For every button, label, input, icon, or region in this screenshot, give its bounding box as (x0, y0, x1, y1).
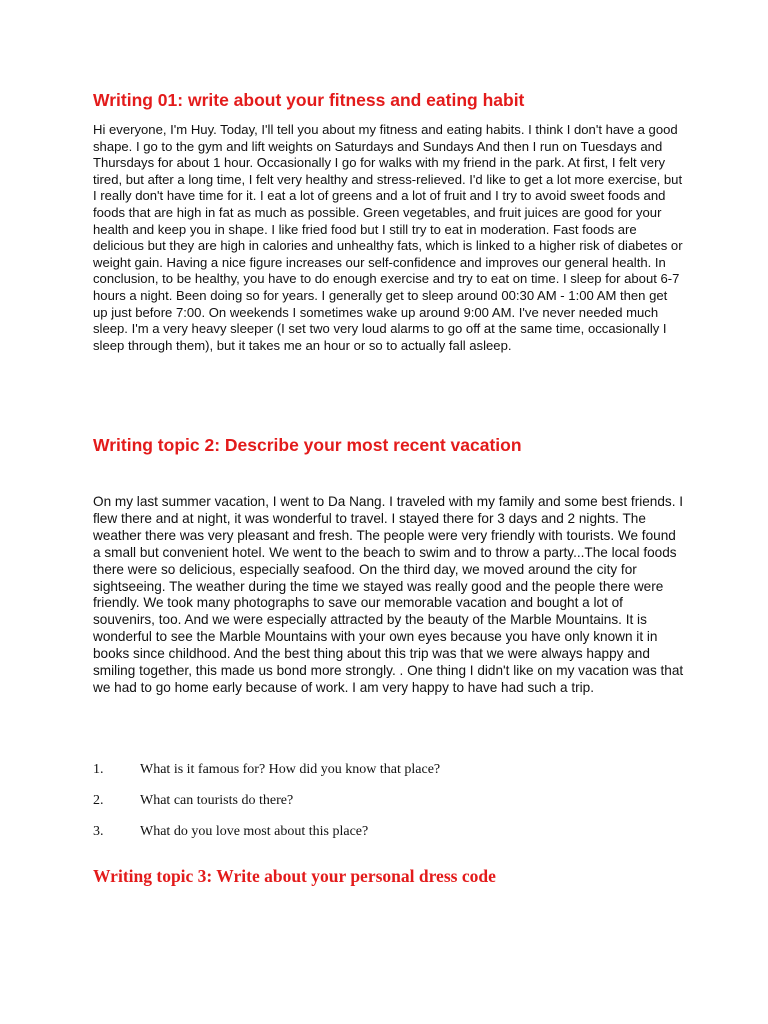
question-text: What is it famous for? How did you know that place? (140, 762, 441, 777)
question-number: 3. (93, 824, 104, 839)
question-item (93, 762, 693, 793)
writing-2-heading: Writing topic 2: Describe your most recent vacation (93, 435, 522, 455)
question-number: 1. (93, 762, 104, 777)
question-item (93, 793, 693, 824)
writing-1-heading: Writing 01: write about your fitness and eating habit (93, 90, 525, 110)
writing-2-body: On my last summer vacation, I went to Da Nang. I traveled with my family and some best friends. I flew there and at night, it was wonderful to travel. I stayed there for 3 days and 2 nights. The weather there was very pleasant and fresh. The people were very friendly with tourists. We found a small but convenient hotel. We went to the beach to swim and to throw a party...The local foods there were so delicious, especially seafood. On the third day, we moved around the city for sightseeing. The weather during the time we stayed was really good and the people there were friendly. We took many photographs to save our memorable vacation and bought a lot of souvenirs, too. And we were especially attracted by the beauty of the Marble Mountains. It is wonderful to see the Marble Mountains with your own eyes because you have only known it in books since childhood. And the best thing about this trip was that we were always happy and smiling together, this made us bond more strongly. . One thing I didn't like on my vacation was that we had to go home early because of work. I am very happy to have had such a trip. (93, 494, 684, 695)
question-text: What can tourists do there? (140, 793, 294, 808)
writing-3-heading: Writing topic 3: Write about your personal dress code (93, 866, 496, 886)
question-item (93, 824, 693, 855)
question-text: What do you love most about this place? (140, 824, 369, 839)
question-list (93, 762, 693, 855)
writing-1-body: Hi everyone, I'm Huy. Today, I'll tell you about my fitness and eating habits. I think I don't have a good shape. I go to the gym and lift weights on Saturdays and Sundays And then I run on Tuesdays and Thursdays for about 1 hour. Occasionally I go for walks with my friend in the park. At first, I felt very tired, but after a long time, I felt very healthy and stress-relieved. I'd like to get a lot more exercise, but I really don't have time for it. I eat a lot of greens and a lot of fruit and I try to avoid sweet foods and foods that are high in fat as much as possible. Green vegetables, and fruit juices are good for your health and keep you in shape. I like fried food but I still try to eat in moderation. Fast foods are delicious but they are high in calories and unhealthy fats, which is linked to a higher risk of diabetes or weight gain. Having a nice figure increases our self-confidence and improves our general health. In conclusion, to be healthy, you have to do enough exercise and try to eat on time. I sleep for about 6-7 hours a night. Been doing so for years. I generally get to sleep around 00:30 AM - 1:00 AM then get up just before 7:00. On weekends I sometimes wake up around 9:00 AM. I've never needed much sleep. I'm a very heavy sleeper (I set two very loud alarms to go off at the same time, occasionally I sleep through them), but it takes me an hour or so to actually fall asleep. (93, 122, 683, 353)
question-number: 2. (93, 793, 104, 808)
